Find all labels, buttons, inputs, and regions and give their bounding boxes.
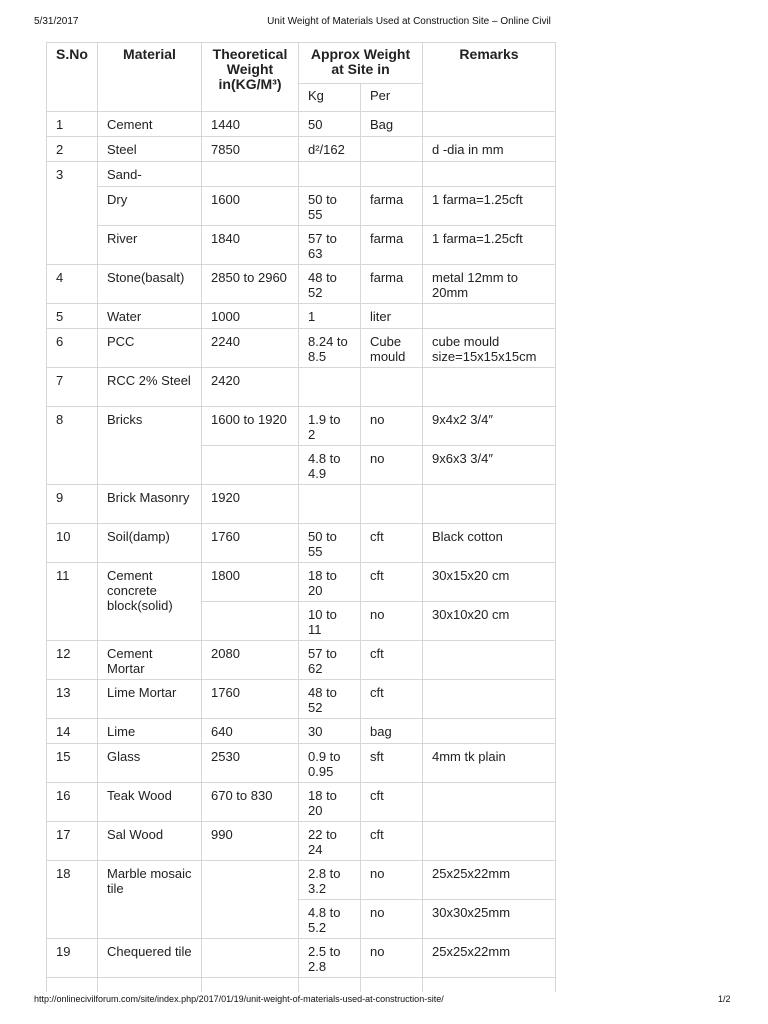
table-row bbox=[47, 187, 556, 226]
cell-remarks bbox=[423, 112, 556, 137]
cell-kg: 50 to 55 bbox=[299, 524, 361, 563]
col-header-per: Per bbox=[361, 84, 423, 112]
table-row bbox=[47, 407, 556, 446]
cell-material: Steel bbox=[98, 137, 202, 162]
cell-theoretical-weight bbox=[202, 939, 299, 978]
cell-remarks bbox=[423, 368, 556, 407]
cell-remarks: 4mm tk plain bbox=[423, 744, 556, 783]
header-row bbox=[47, 43, 556, 84]
cell-material: Dry bbox=[98, 187, 202, 226]
cell-material: Brick Masonry bbox=[98, 485, 202, 524]
cell-material: Sand- bbox=[98, 162, 202, 187]
table-row bbox=[47, 112, 556, 137]
cell-remarks bbox=[423, 680, 556, 719]
table-row bbox=[47, 744, 556, 783]
cell-per: farma bbox=[361, 226, 423, 265]
table-row bbox=[47, 719, 556, 744]
cell-material: River bbox=[98, 226, 202, 265]
table-row bbox=[47, 162, 556, 187]
cell-remarks: 30x10x20 cm bbox=[423, 602, 556, 641]
cell-theoretical-weight: 1760 bbox=[202, 524, 299, 563]
cell-material: Stone(basalt) bbox=[98, 265, 202, 304]
cell-kg: 48 to 52 bbox=[299, 265, 361, 304]
table-row bbox=[47, 680, 556, 719]
table-row bbox=[47, 226, 556, 265]
cell-remarks bbox=[423, 304, 556, 329]
table-row bbox=[47, 304, 556, 329]
cell-material: Chequered tile bbox=[98, 939, 202, 978]
cell-kg: 57 to 62 bbox=[299, 641, 361, 680]
cell-kg: 4.8 to 4.9 bbox=[299, 446, 361, 485]
cell-material: Lime bbox=[98, 719, 202, 744]
cell-kg: 48 to 52 bbox=[299, 680, 361, 719]
cell-material: Lime Mortar bbox=[98, 680, 202, 719]
cell-sno: 15 bbox=[47, 744, 98, 783]
cell-remarks: metal 12mm to 20mm bbox=[423, 265, 556, 304]
table-row bbox=[47, 978, 556, 992]
cell-kg: 8.24 to 8.5 bbox=[299, 329, 361, 368]
table-row bbox=[47, 485, 556, 524]
cell-per: no bbox=[361, 407, 423, 446]
cell-material: Cement concrete block(solid) bbox=[98, 563, 202, 641]
cell-remarks bbox=[423, 641, 556, 680]
cell-theoretical-weight: 2850 to 2960 bbox=[202, 265, 299, 304]
cell-remarks: 30x15x20 cm bbox=[423, 563, 556, 602]
cell-sno: 3 bbox=[47, 162, 98, 265]
cell-per: bag bbox=[361, 719, 423, 744]
cell-per: no bbox=[361, 602, 423, 641]
table-row bbox=[47, 329, 556, 368]
cell-sno: 18 bbox=[47, 861, 98, 939]
cell-sno: 4 bbox=[47, 265, 98, 304]
col-header-material: Material bbox=[98, 43, 202, 112]
cell-material: PCC bbox=[98, 329, 202, 368]
cell-remarks bbox=[423, 485, 556, 524]
cell-kg bbox=[299, 485, 361, 524]
cell-material: Glass bbox=[98, 744, 202, 783]
cell-remarks: Black cotton bbox=[423, 524, 556, 563]
cell-sno: 1 bbox=[47, 112, 98, 137]
col-header-remarks: Remarks bbox=[423, 43, 556, 112]
cell-remarks: 25x25x22mm bbox=[423, 939, 556, 978]
cell-sno: 7 bbox=[47, 368, 98, 407]
cell-kg: 4.8 to 5.2 bbox=[299, 900, 361, 939]
cell-kg: 1.9 to 2 bbox=[299, 407, 361, 446]
col-header-sno: S.No bbox=[47, 43, 98, 112]
cell-kg bbox=[299, 978, 361, 992]
cell-kg: 2.8 to 3.2 bbox=[299, 861, 361, 900]
cell-remarks: 1 farma=1.25cft bbox=[423, 187, 556, 226]
cell-material: Cement bbox=[98, 112, 202, 137]
cell-kg: 1 bbox=[299, 304, 361, 329]
cell-remarks: 25x25x22mm bbox=[423, 861, 556, 900]
cell-kg: 22 to 24 bbox=[299, 822, 361, 861]
cell-per bbox=[361, 978, 423, 992]
table-row bbox=[47, 265, 556, 304]
cell-theoretical-weight: 2530 bbox=[202, 744, 299, 783]
table-row bbox=[47, 822, 556, 861]
cell-theoretical-weight: 1800 bbox=[202, 563, 299, 602]
cell-kg: 18 to 20 bbox=[299, 563, 361, 602]
cell-theoretical-weight: 670 to 830 bbox=[202, 783, 299, 822]
cell-theoretical-weight bbox=[202, 861, 299, 939]
col-header-theoretical-weight: Theoretical Weight in(KG/M³) bbox=[202, 43, 299, 112]
page-title: Unit Weight of Materials Used at Construction Site – Online Civil bbox=[267, 16, 551, 27]
cell-theoretical-weight: 1840 bbox=[202, 226, 299, 265]
cell-theoretical-weight: 2080 bbox=[202, 641, 299, 680]
cell-sno: 16 bbox=[47, 783, 98, 822]
cell-material: Soil(damp) bbox=[98, 524, 202, 563]
cell-theoretical-weight: 2420 bbox=[202, 368, 299, 407]
cell-remarks bbox=[423, 822, 556, 861]
col-header-kg: Kg bbox=[299, 84, 361, 112]
cell-per bbox=[361, 137, 423, 162]
cell-per: no bbox=[361, 446, 423, 485]
cell-kg: d²/162 bbox=[299, 137, 361, 162]
cell-theoretical-weight bbox=[202, 978, 299, 992]
cell-per: farma bbox=[361, 187, 423, 226]
cell-material: RCC 2% Steel bbox=[98, 368, 202, 407]
table-row bbox=[47, 641, 556, 680]
cell-material bbox=[98, 978, 202, 992]
cell-sno: 14 bbox=[47, 719, 98, 744]
cell-kg: 50 to 55 bbox=[299, 187, 361, 226]
cell-per: no bbox=[361, 900, 423, 939]
cell-sno: 17 bbox=[47, 822, 98, 861]
table-row bbox=[47, 137, 556, 162]
cell-theoretical-weight: 1000 bbox=[202, 304, 299, 329]
cell-material: Teak Wood bbox=[98, 783, 202, 822]
cell-sno: 5 bbox=[47, 304, 98, 329]
cell-theoretical-weight: 990 bbox=[202, 822, 299, 861]
table-row bbox=[47, 524, 556, 563]
cell-kg bbox=[299, 368, 361, 407]
table-row bbox=[47, 861, 556, 900]
cell-per: cft bbox=[361, 783, 423, 822]
cell-theoretical-weight bbox=[202, 602, 299, 641]
cell-kg: 30 bbox=[299, 719, 361, 744]
cell-material: Cement Mortar bbox=[98, 641, 202, 680]
cell-theoretical-weight: 1920 bbox=[202, 485, 299, 524]
cell-per: cft bbox=[361, 524, 423, 563]
cell-theoretical-weight bbox=[202, 446, 299, 485]
cell-per: cft bbox=[361, 680, 423, 719]
table-row bbox=[47, 563, 556, 602]
cell-theoretical-weight: 7850 bbox=[202, 137, 299, 162]
cell-sno: 8 bbox=[47, 407, 98, 485]
cell-remarks: 30x30x25mm bbox=[423, 900, 556, 939]
page-number: 1/2 bbox=[718, 994, 731, 1004]
cell-per: cft bbox=[361, 641, 423, 680]
cell-per: Cube mould bbox=[361, 329, 423, 368]
cell-per: cft bbox=[361, 563, 423, 602]
cell-remarks: 9x4x2 3/4″ bbox=[423, 407, 556, 446]
cell-kg: 50 bbox=[299, 112, 361, 137]
cell-sno: 19 bbox=[47, 939, 98, 978]
cell-per bbox=[361, 485, 423, 524]
cell-sno: 2 bbox=[47, 137, 98, 162]
footer-url: http://onlinecivilforum.com/site/index.php/2017/01/19/unit-weight-of-materials-used-at-construction-site/ bbox=[34, 994, 444, 1004]
cell-material: Water bbox=[98, 304, 202, 329]
cell-remarks bbox=[423, 783, 556, 822]
cell-sno: 12 bbox=[47, 641, 98, 680]
cell-sno: 13 bbox=[47, 680, 98, 719]
cell-sno: 6 bbox=[47, 329, 98, 368]
cell-kg: 2.5 to 2.8 bbox=[299, 939, 361, 978]
cell-material: Sal Wood bbox=[98, 822, 202, 861]
cell-per: no bbox=[361, 861, 423, 900]
cell-theoretical-weight: 1600 to 1920 bbox=[202, 407, 299, 446]
cell-material: Bricks bbox=[98, 407, 202, 485]
cell-per: Bag bbox=[361, 112, 423, 137]
table-row bbox=[47, 783, 556, 822]
cell-remarks bbox=[423, 162, 556, 187]
cell-per: sft bbox=[361, 744, 423, 783]
cell-remarks: 1 farma=1.25cft bbox=[423, 226, 556, 265]
cell-kg: 10 to 11 bbox=[299, 602, 361, 641]
cell-remarks: cube mould size=15x15x15cm bbox=[423, 329, 556, 368]
cell-theoretical-weight: 1760 bbox=[202, 680, 299, 719]
cell-theoretical-weight: 1600 bbox=[202, 187, 299, 226]
cell-per: farma bbox=[361, 265, 423, 304]
cell-per: cft bbox=[361, 822, 423, 861]
table-row bbox=[47, 368, 556, 407]
cell-sno: 11 bbox=[47, 563, 98, 641]
materials-table bbox=[46, 42, 556, 992]
cell-remarks: 9x6x3 3/4″ bbox=[423, 446, 556, 485]
cell-theoretical-weight: 2240 bbox=[202, 329, 299, 368]
cell-theoretical-weight bbox=[202, 162, 299, 187]
cell-material: Marble mosaic tile bbox=[98, 861, 202, 939]
cell-remarks bbox=[423, 978, 556, 992]
cell-per bbox=[361, 162, 423, 187]
cell-theoretical-weight: 1440 bbox=[202, 112, 299, 137]
cell-remarks: d -dia in mm bbox=[423, 137, 556, 162]
cell-sno bbox=[47, 978, 98, 992]
cell-kg bbox=[299, 162, 361, 187]
table-row bbox=[47, 939, 556, 978]
cell-kg: 18 to 20 bbox=[299, 783, 361, 822]
cell-remarks bbox=[423, 719, 556, 744]
print-date: 5/31/2017 bbox=[34, 16, 79, 27]
cell-kg: 57 to 63 bbox=[299, 226, 361, 265]
cell-per: liter bbox=[361, 304, 423, 329]
cell-per: no bbox=[361, 939, 423, 978]
cell-per bbox=[361, 368, 423, 407]
cell-kg: 0.9 to 0.95 bbox=[299, 744, 361, 783]
col-header-approx-weight: Approx Weight at Site in bbox=[299, 43, 423, 84]
table-body bbox=[47, 112, 556, 992]
cell-theoretical-weight: 640 bbox=[202, 719, 299, 744]
cell-sno: 9 bbox=[47, 485, 98, 524]
cell-sno: 10 bbox=[47, 524, 98, 563]
